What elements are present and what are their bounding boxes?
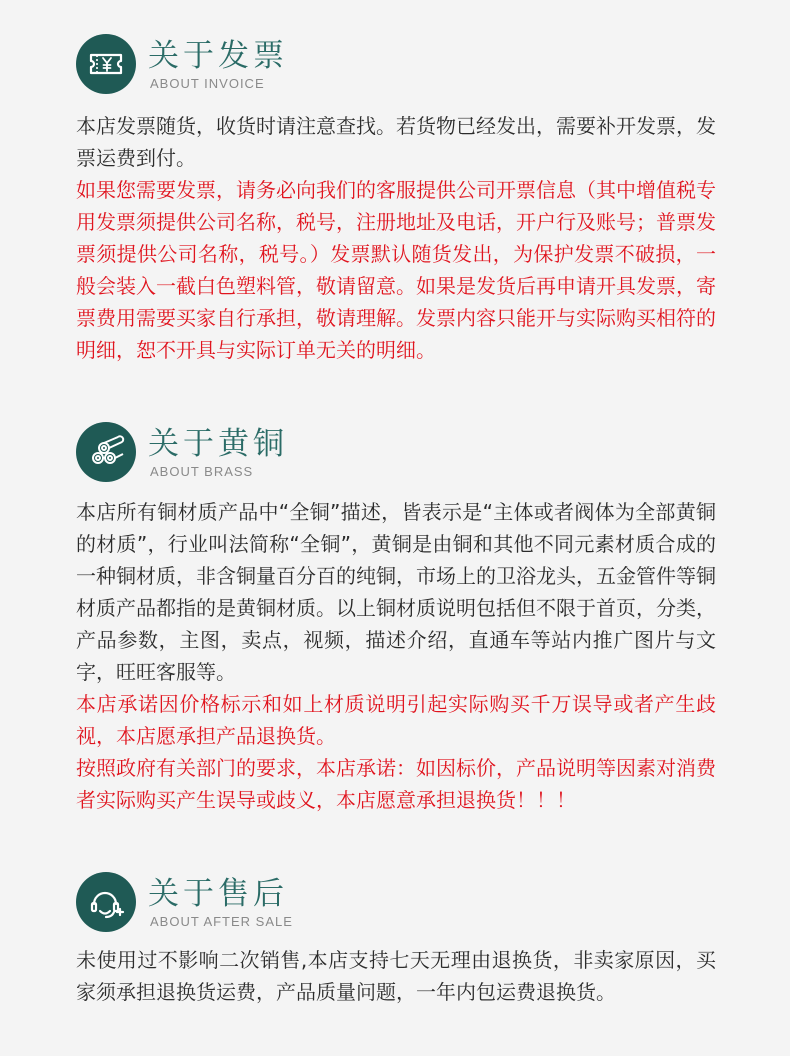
after-sale-subtitle: ABOUT AFTER SALE (150, 914, 293, 929)
invoice-subtitle: ABOUT INVOICE (150, 76, 265, 91)
brass-body (76, 496, 716, 816)
after-sale-heading (76, 872, 476, 934)
brass-subtitle: ABOUT BRASS (150, 464, 254, 479)
invoice-heading (76, 34, 476, 96)
invoice-title: 关于发票 (148, 38, 288, 74)
invoice-ticket-icon (76, 34, 136, 94)
brass-pipes-icon (76, 422, 136, 482)
brass-notice-2: 按照政府有关部门的要求，本店承诺：如因标价，产品说明等因素对消费者实际购买产生误导或歧义，本店愿意承担退换货！！！ (76, 756, 716, 812)
brass-paragraph-1: 本店所有铜材质产品中“全铜”描述，皆表示是“主体或者阀体为全部黄铜的材质”，行业叫法简称“全铜”，黄铜是由铜和其他不同元素材质合成的一种铜材质，非含铜量百分百的纯铜，市场上的卫浴龙头，五金管件等铜材质产品都指的是黄铜材质。以上铜材质说明包括但不限于首页，分类，产品参数，主图，卖点，视频，描述介绍，直通车等站内推广图片与文字，旺旺客服等。 (76, 500, 716, 684)
after-sale-paragraph-1: 未使用过不影响二次销售,本店支持七天无理由退换货，非卖家原因，买家须承担退换货运费，产品质量问题，一年内包运费退换货。 (76, 948, 716, 1004)
brass-heading (76, 422, 476, 484)
after-sale-body (76, 944, 716, 1008)
customer-service-headset-icon (76, 872, 136, 932)
invoice-paragraph-1: 本店发票随货，收货时请注意查找。若货物已经发出，需要补开发票，发票运费到付。 (76, 114, 716, 170)
brass-notice-1: 本店承诺因价格标示和如上材质说明引起实际购买千万误导或者产生歧视，本店愿承担产品退换货。 (76, 692, 716, 748)
invoice-body (76, 110, 716, 366)
after-sale-title: 关于售后 (148, 876, 288, 912)
brass-title: 关于黄铜 (148, 426, 288, 462)
invoice-notice: 如果您需要发票，请务必向我们的客服提供公司开票信息（其中增值税专用发票须提供公司名称，税号，注册地址及电话，开户行及账号；普票发票须提供公司名称，税号。）发票默认随货发出，为保护发票不破损，一般会装入一截白色塑料管，敬请留意。如果是发货后再申请开具发票，寄票费用需要买家自行承担，敬请理解。发票内容只能开与实际购买相符的明细，恕不开具与实际订单无关的明细。 (76, 178, 716, 362)
